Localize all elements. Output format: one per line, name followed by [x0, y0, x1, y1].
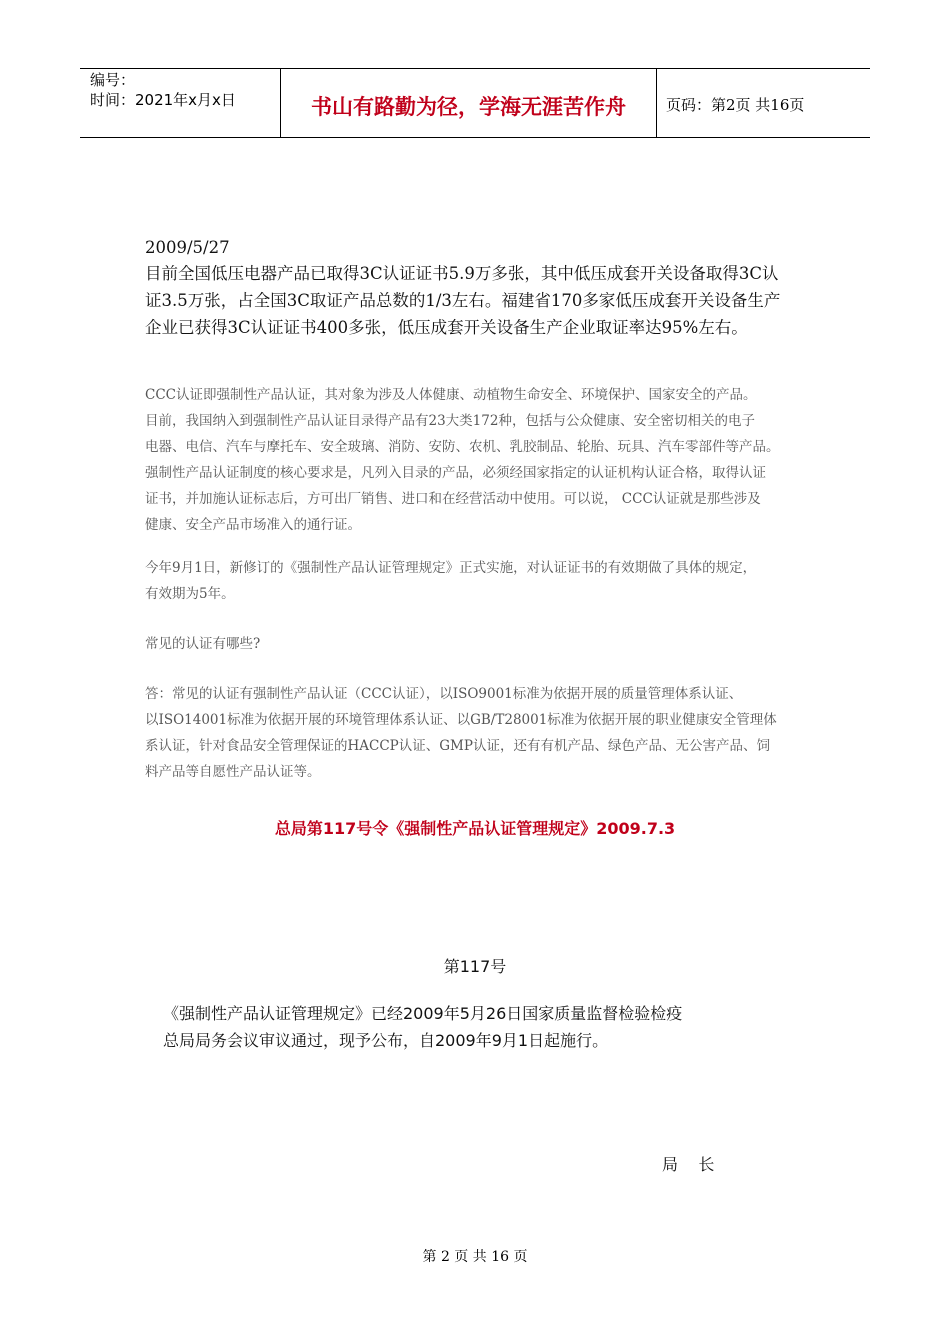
ccc-intro-line: 电器、电信、汽车与摩托车、安全玻璃、消防、安防、农机、乳胶制品、轮胎、玩具、汽车零部件等产品。 [145, 439, 780, 455]
decree-body-line: 总局局务会议审议通过，现予公布，自2009年9月1日起施行。 [163, 1031, 609, 1050]
ccc-intro-line: 证书，并加施认证标志后，方可出厂销售、进口和在经营活动中使用。可以说， CCC认证就是那些涉及 [145, 491, 761, 507]
faq-answer-line: 以ISO14001标准为依据开展的环境管理体系认证、以GB/T28001标准为依据开展的职业健康安全管理体 [145, 712, 777, 728]
document-time-label: 时间：2021年x月x日 [90, 91, 236, 109]
header-motto: 书山有路勤为径，学海无涯苦作舟 [311, 95, 626, 119]
ccc-intro-line: 健康、安全产品市场准入的通行证。 [145, 517, 361, 533]
news-date: 2009/5/27 [145, 238, 230, 257]
faq-question: 常见的认证有哪些? [145, 636, 261, 652]
header-page-info: 页码：第2页 共16页 [666, 96, 805, 114]
validity-paragraph [145, 555, 756, 607]
ccc-intro-paragraph [145, 382, 780, 538]
news-line: 企业已获得3C认证证书400多张，低压成套开关设备生产企业取证率达95%左右。 [145, 318, 748, 337]
news-line: 目前全国低压电器产品已取得3C认证证书5.9万多张，其中低压成套开关设备取得3C认 [145, 264, 779, 283]
faq-answer-line: 系认证，针对食品安全管理保证的HACCP认证、GMP认证，还有有机产品、绿色产品、无公害产品、饲 [145, 738, 770, 754]
faq-answer [145, 681, 777, 785]
ccc-intro-line: CCC认证即强制性产品认证，其对象为涉及人体健康、动植物生命安全、环境保护、国家安全的产品。 [145, 387, 757, 403]
header-page-cell [657, 69, 870, 137]
signature-title: 局 长 [662, 1155, 715, 1174]
header-meta-cell [80, 69, 281, 137]
decree-title: 总局第117号令《强制性产品认证管理规定》2009.7.3 [274, 819, 676, 838]
document-number-label: 编号： [90, 71, 136, 89]
decree-body [163, 1000, 682, 1054]
news-line: 证3.5万张，占全国3C取证产品总数的1/3左右。福建省170多家低压成套开关设备生产 [145, 291, 781, 310]
validity-line: 有效期为5年。 [145, 586, 235, 602]
document-header [80, 68, 870, 138]
validity-line: 今年9月1日，新修订的《强制性产品认证管理规定》正式实施，对认证证书的有效期做了具体的规定， [145, 560, 757, 576]
faq-answer-line: 料产品等自愿性产品认证等。 [145, 764, 321, 780]
decree-body-line: 《强制性产品认证管理规定》已经2009年5月26日国家质量监督检验检疫 [163, 1004, 683, 1023]
page-footer: 第 2 页 共 16 页 [422, 1249, 528, 1265]
ccc-intro-line: 目前，我国纳入到强制性产品认证目录得产品有23大类172种，包括与公众健康、安全密切相关的电子 [145, 413, 755, 429]
news-paragraph [145, 260, 780, 341]
decree-number: 第117号 [443, 957, 507, 976]
header-motto-cell [281, 69, 657, 137]
ccc-intro-line: 强制性产品认证制度的核心要求是，凡列入目录的产品，必须经国家指定的认证机构认证合格，取得认证 [145, 465, 766, 481]
faq-answer-line: 答：常见的认证有强制性产品认证（CCC认证），以ISO9001标准为依据开展的质量管理体系认证、 [145, 686, 743, 702]
